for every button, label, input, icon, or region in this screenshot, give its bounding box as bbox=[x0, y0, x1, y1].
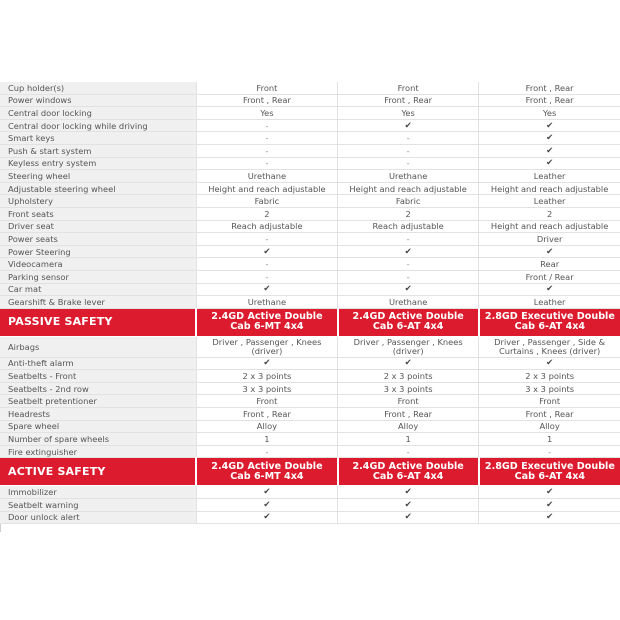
row-value: - bbox=[196, 258, 337, 271]
table-row bbox=[0, 132, 620, 145]
row-value: Leather bbox=[479, 195, 620, 208]
row-value: Height and reach adjustable bbox=[338, 182, 479, 195]
spec-table bbox=[0, 82, 620, 524]
table-row bbox=[0, 207, 620, 220]
check-icon: ✔ bbox=[196, 511, 337, 524]
table-row bbox=[0, 382, 620, 395]
table-row bbox=[0, 433, 620, 446]
row-label: Gearshift & Brake lever bbox=[0, 296, 196, 309]
row-label: Power Steering bbox=[0, 245, 196, 258]
row-value: 1 bbox=[479, 433, 620, 446]
model-column-header: 2.8GD Executive Double Cab 6-AT 4x4 bbox=[479, 308, 620, 336]
row-label: Driver seat bbox=[0, 220, 196, 233]
table-row bbox=[0, 82, 620, 94]
table-row bbox=[0, 144, 620, 157]
row-label: Fire extinguisher bbox=[0, 445, 196, 458]
row-value: 2 x 3 points bbox=[338, 370, 479, 383]
row-value: Front , Rear bbox=[479, 94, 620, 107]
row-value: Driver , Passenger , Knees (driver) bbox=[338, 336, 479, 357]
row-value: Alloy bbox=[338, 420, 479, 433]
row-label: Seatbelts - Front bbox=[0, 370, 196, 383]
check-icon: ✔ bbox=[196, 486, 337, 499]
check-icon: ✔ bbox=[479, 283, 620, 296]
row-value: 1 bbox=[196, 433, 337, 446]
row-label: Spare wheel bbox=[0, 420, 196, 433]
table-row bbox=[0, 245, 620, 258]
check-icon: ✔ bbox=[479, 144, 620, 157]
row-value: - bbox=[196, 270, 337, 283]
row-label: Push & start system bbox=[0, 144, 196, 157]
row-value: - bbox=[196, 119, 337, 132]
row-value: Front / Rear bbox=[479, 270, 620, 283]
table-row bbox=[0, 119, 620, 132]
check-icon: ✔ bbox=[479, 132, 620, 145]
table-row bbox=[0, 283, 620, 296]
row-value: - bbox=[338, 445, 479, 458]
check-icon: ✔ bbox=[196, 283, 337, 296]
row-value: Urethane bbox=[338, 170, 479, 183]
row-label: Power windows bbox=[0, 94, 196, 107]
row-value: 2 x 3 points bbox=[196, 370, 337, 383]
section-header bbox=[0, 308, 620, 336]
row-value: - bbox=[196, 144, 337, 157]
row-label: Power seats bbox=[0, 233, 196, 246]
check-icon: ✔ bbox=[479, 245, 620, 258]
spec-sheet bbox=[0, 82, 620, 524]
table-row bbox=[0, 220, 620, 233]
row-value: Front , Rear bbox=[479, 82, 620, 94]
row-value: - bbox=[196, 445, 337, 458]
row-value: Height and reach adjustable bbox=[479, 182, 620, 195]
table-row bbox=[0, 336, 620, 357]
model-column-header: 2.4GD Active Double Cab 6-AT 4x4 bbox=[338, 308, 479, 336]
table-row bbox=[0, 445, 620, 458]
row-value: Front bbox=[338, 82, 479, 94]
row-label: Car mat bbox=[0, 283, 196, 296]
model-column-header: 2.4GD Active Double Cab 6-MT 4x4 bbox=[196, 308, 337, 336]
row-value: Front , Rear bbox=[479, 408, 620, 421]
row-label: Smart keys bbox=[0, 132, 196, 145]
row-value: 3 x 3 points bbox=[338, 382, 479, 395]
check-icon: ✔ bbox=[338, 486, 479, 499]
table-row bbox=[0, 499, 620, 512]
row-label: Immobilizer bbox=[0, 486, 196, 499]
row-value: Rear bbox=[479, 258, 620, 271]
row-value: Height and reach adjustable bbox=[479, 220, 620, 233]
row-value: - bbox=[338, 233, 479, 246]
row-label: Front seats bbox=[0, 207, 196, 220]
table-row bbox=[0, 107, 620, 120]
row-value: 2 x 3 points bbox=[479, 370, 620, 383]
check-icon: ✔ bbox=[479, 486, 620, 499]
check-icon: ✔ bbox=[479, 511, 620, 524]
model-column-header: 2.4GD Active Double Cab 6-AT 4x4 bbox=[338, 458, 479, 486]
row-label: Upholstery bbox=[0, 195, 196, 208]
table-row bbox=[0, 357, 620, 370]
table-row bbox=[0, 94, 620, 107]
table-row bbox=[0, 195, 620, 208]
row-value: 2 bbox=[196, 207, 337, 220]
row-value: 1 bbox=[338, 433, 479, 446]
row-value: 3 x 3 points bbox=[196, 382, 337, 395]
table-row bbox=[0, 408, 620, 421]
row-value: Driver bbox=[479, 233, 620, 246]
row-label: Adjustable steering wheel bbox=[0, 182, 196, 195]
row-value: Leather bbox=[479, 170, 620, 183]
row-label: Airbags bbox=[0, 336, 196, 357]
table-row bbox=[0, 182, 620, 195]
table-row bbox=[0, 233, 620, 246]
check-icon: ✔ bbox=[338, 119, 479, 132]
row-value: 3 x 3 points bbox=[479, 382, 620, 395]
active-safety-section bbox=[0, 458, 620, 524]
table-row bbox=[0, 270, 620, 283]
row-label: Central door locking bbox=[0, 107, 196, 120]
row-value: Alloy bbox=[196, 420, 337, 433]
check-icon: ✔ bbox=[338, 499, 479, 512]
check-icon: ✔ bbox=[196, 499, 337, 512]
row-value: - bbox=[196, 132, 337, 145]
row-value: Height and reach adjustable bbox=[196, 182, 337, 195]
table-row bbox=[0, 395, 620, 408]
row-label: Seatbelts - 2nd row bbox=[0, 382, 196, 395]
row-label: Door unlock alert bbox=[0, 511, 196, 524]
row-value: - bbox=[196, 157, 337, 170]
table-row bbox=[0, 486, 620, 499]
model-column-header: 2.8GD Executive Double Cab 6-AT 4x4 bbox=[479, 458, 620, 486]
section-title: PASSIVE SAFETY bbox=[0, 308, 196, 336]
table-row bbox=[0, 296, 620, 309]
row-value: Front bbox=[479, 395, 620, 408]
row-label: Anti-theft alarm bbox=[0, 357, 196, 370]
row-value: Reach adjustable bbox=[196, 220, 337, 233]
row-value: Front , Rear bbox=[338, 94, 479, 107]
row-label: Parking sensor bbox=[0, 270, 196, 283]
table-row bbox=[0, 511, 620, 524]
row-label: Videocamera bbox=[0, 258, 196, 271]
row-label: Cup holder(s) bbox=[0, 82, 196, 94]
table-row bbox=[0, 420, 620, 433]
row-label: Number of spare wheels bbox=[0, 433, 196, 446]
row-value: Urethane bbox=[338, 296, 479, 309]
check-icon: ✔ bbox=[338, 511, 479, 524]
section-title: ACTIVE SAFETY bbox=[0, 458, 196, 486]
row-value: Reach adjustable bbox=[338, 220, 479, 233]
row-value: Alloy bbox=[479, 420, 620, 433]
check-icon: ✔ bbox=[338, 245, 479, 258]
row-value: - bbox=[196, 233, 337, 246]
row-label: Headrests bbox=[0, 408, 196, 421]
check-icon: ✔ bbox=[479, 119, 620, 132]
row-value: - bbox=[338, 258, 479, 271]
check-icon: ✔ bbox=[479, 499, 620, 512]
row-label: Steering wheel bbox=[0, 170, 196, 183]
row-value: Driver , Passenger , Side & Curtains , Knees (driver) bbox=[479, 336, 620, 357]
table-row bbox=[0, 370, 620, 383]
row-label: Seatbelt warning bbox=[0, 499, 196, 512]
row-value: Driver , Passenger , Knees (driver) bbox=[196, 336, 337, 357]
row-value: Fabric bbox=[338, 195, 479, 208]
section-header bbox=[0, 458, 620, 486]
row-value: 2 bbox=[338, 207, 479, 220]
row-value: Front , Rear bbox=[196, 408, 337, 421]
row-value: 2 bbox=[479, 207, 620, 220]
table-row bbox=[0, 258, 620, 271]
comfort-section bbox=[0, 82, 620, 308]
check-icon: ✔ bbox=[338, 283, 479, 296]
check-icon: ✔ bbox=[196, 357, 337, 370]
row-value: - bbox=[338, 144, 479, 157]
row-value: Fabric bbox=[196, 195, 337, 208]
row-value: Yes bbox=[479, 107, 620, 120]
table-row bbox=[0, 170, 620, 183]
row-value: Yes bbox=[196, 107, 337, 120]
row-label: Keyless entry system bbox=[0, 157, 196, 170]
check-icon: ✔ bbox=[338, 357, 479, 370]
row-value: Front bbox=[196, 395, 337, 408]
row-value: Yes bbox=[338, 107, 479, 120]
row-value: - bbox=[338, 132, 479, 145]
row-value: Front , Rear bbox=[196, 94, 337, 107]
check-icon: ✔ bbox=[196, 245, 337, 258]
row-value: - bbox=[338, 270, 479, 283]
model-column-header: 2.4GD Active Double Cab 6-MT 4x4 bbox=[196, 458, 337, 486]
row-value: Front bbox=[338, 395, 479, 408]
table-row bbox=[0, 157, 620, 170]
passive-safety-section bbox=[0, 308, 620, 458]
row-label: Central door locking while driving bbox=[0, 119, 196, 132]
row-value: - bbox=[338, 157, 479, 170]
row-value: Leather bbox=[479, 296, 620, 309]
row-value: Front bbox=[196, 82, 337, 94]
row-value: Front , Rear bbox=[338, 408, 479, 421]
check-icon: ✔ bbox=[479, 357, 620, 370]
row-value: Urethane bbox=[196, 296, 337, 309]
row-label: Seatbelt pretentioner bbox=[0, 395, 196, 408]
row-value: - bbox=[479, 445, 620, 458]
row-value: Urethane bbox=[196, 170, 337, 183]
check-icon: ✔ bbox=[479, 157, 620, 170]
